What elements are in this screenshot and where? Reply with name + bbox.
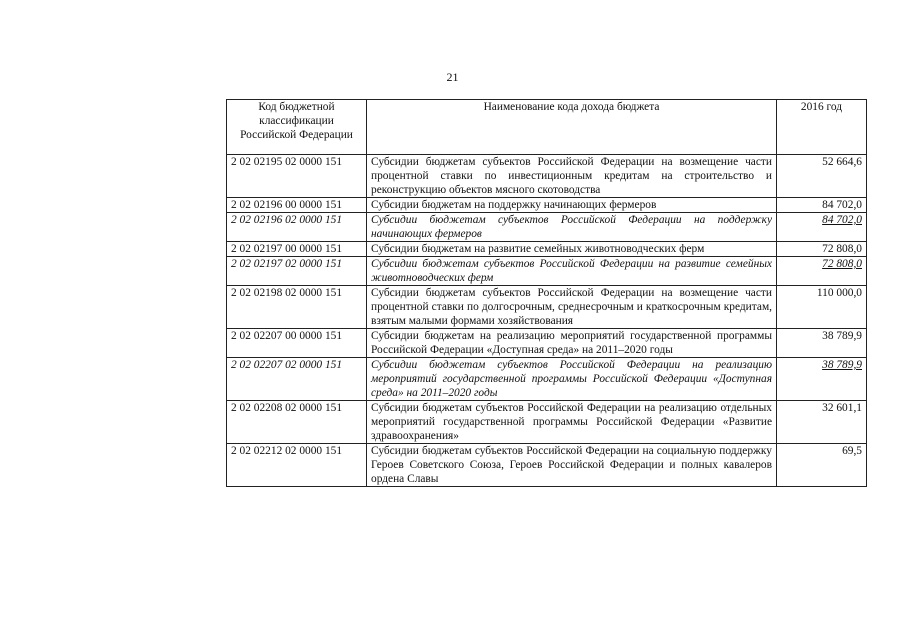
header-year: 2016 год <box>777 100 867 155</box>
row-name: Субсидии бюджетам субъектов Российской Федерации на социальную поддержку Героев Советского Союза, Героев Российской Федерации и полных кавалеров ордена Славы <box>367 444 777 487</box>
table-row <box>227 198 867 213</box>
table-row <box>227 401 867 444</box>
row-name: Субсидии бюджетам субъектов Российской Федерации на поддержку начинающих фермеров <box>367 213 777 242</box>
row-amount: 84 702,0 <box>777 213 867 242</box>
table-row <box>227 444 867 487</box>
header-name: Наименование кода дохода бюджета <box>367 100 777 155</box>
row-amount: 69,5 <box>777 444 867 487</box>
table-row <box>227 213 867 242</box>
row-name: Субсидии бюджетам субъектов Российской Федерации на реализацию мероприятий государственной программы Российской Федерации «Доступная среда» на 2011–2020 годы <box>367 358 777 401</box>
row-amount: 72 808,0 <box>777 257 867 286</box>
table-row <box>227 257 867 286</box>
table-row <box>227 329 867 358</box>
row-name: Субсидии бюджетам субъектов Российской Федерации на возмещение части процентной ставки по долгосрочным, среднесрочным и краткосрочным кредитам, взятым малыми формами хозяйствования <box>367 286 777 329</box>
budget-income-table <box>226 99 867 487</box>
row-code: 2 02 02195 02 0000 151 <box>227 155 367 198</box>
row-name: Субсидии бюджетам на развитие семейных животноводческих ферм <box>367 242 777 257</box>
row-code: 2 02 02208 02 0000 151 <box>227 401 367 444</box>
row-code: 2 02 02207 02 0000 151 <box>227 358 367 401</box>
header-code: Код бюджетной классификации Российской Федерации <box>227 100 367 155</box>
row-amount: 72 808,0 <box>777 242 867 257</box>
row-name: Субсидии бюджетам на реализацию мероприятий государственной программы Российской Федерации «Доступная среда» на 2011–2020 годы <box>367 329 777 358</box>
table-row <box>227 155 867 198</box>
table-row <box>227 286 867 329</box>
row-amount: 52 664,6 <box>777 155 867 198</box>
table-header-row <box>227 100 867 155</box>
row-code: 2 02 02197 00 0000 151 <box>227 242 367 257</box>
row-amount: 38 789,9 <box>777 358 867 401</box>
row-name: Субсидии бюджетам на поддержку начинающих фермеров <box>367 198 777 213</box>
row-code: 2 02 02196 00 0000 151 <box>227 198 367 213</box>
table-row <box>227 358 867 401</box>
row-code: 2 02 02198 02 0000 151 <box>227 286 367 329</box>
page-number: 21 <box>446 70 459 84</box>
row-amount: 38 789,9 <box>777 329 867 358</box>
row-code: 2 02 02207 00 0000 151 <box>227 329 367 358</box>
row-amount: 84 702,0 <box>777 198 867 213</box>
table-row <box>227 242 867 257</box>
row-code: 2 02 02197 02 0000 151 <box>227 257 367 286</box>
row-amount: 110 000,0 <box>777 286 867 329</box>
row-amount: 32 601,1 <box>777 401 867 444</box>
row-code: 2 02 02212 02 0000 151 <box>227 444 367 487</box>
row-name: Субсидии бюджетам субъектов Российской Федерации на возмещение части процентной ставки по инвестиционным кредитам на строительство и реконструкцию объектов мясного скотоводства <box>367 155 777 198</box>
row-code: 2 02 02196 02 0000 151 <box>227 213 367 242</box>
row-name: Субсидии бюджетам субъектов Российской Федерации на реализацию отдельных мероприятий государственной программы Российской Федерации «Развитие здравоохранения» <box>367 401 777 444</box>
row-name: Субсидии бюджетам субъектов Российской Федерации на развитие семейных животноводческих ферм <box>367 257 777 286</box>
